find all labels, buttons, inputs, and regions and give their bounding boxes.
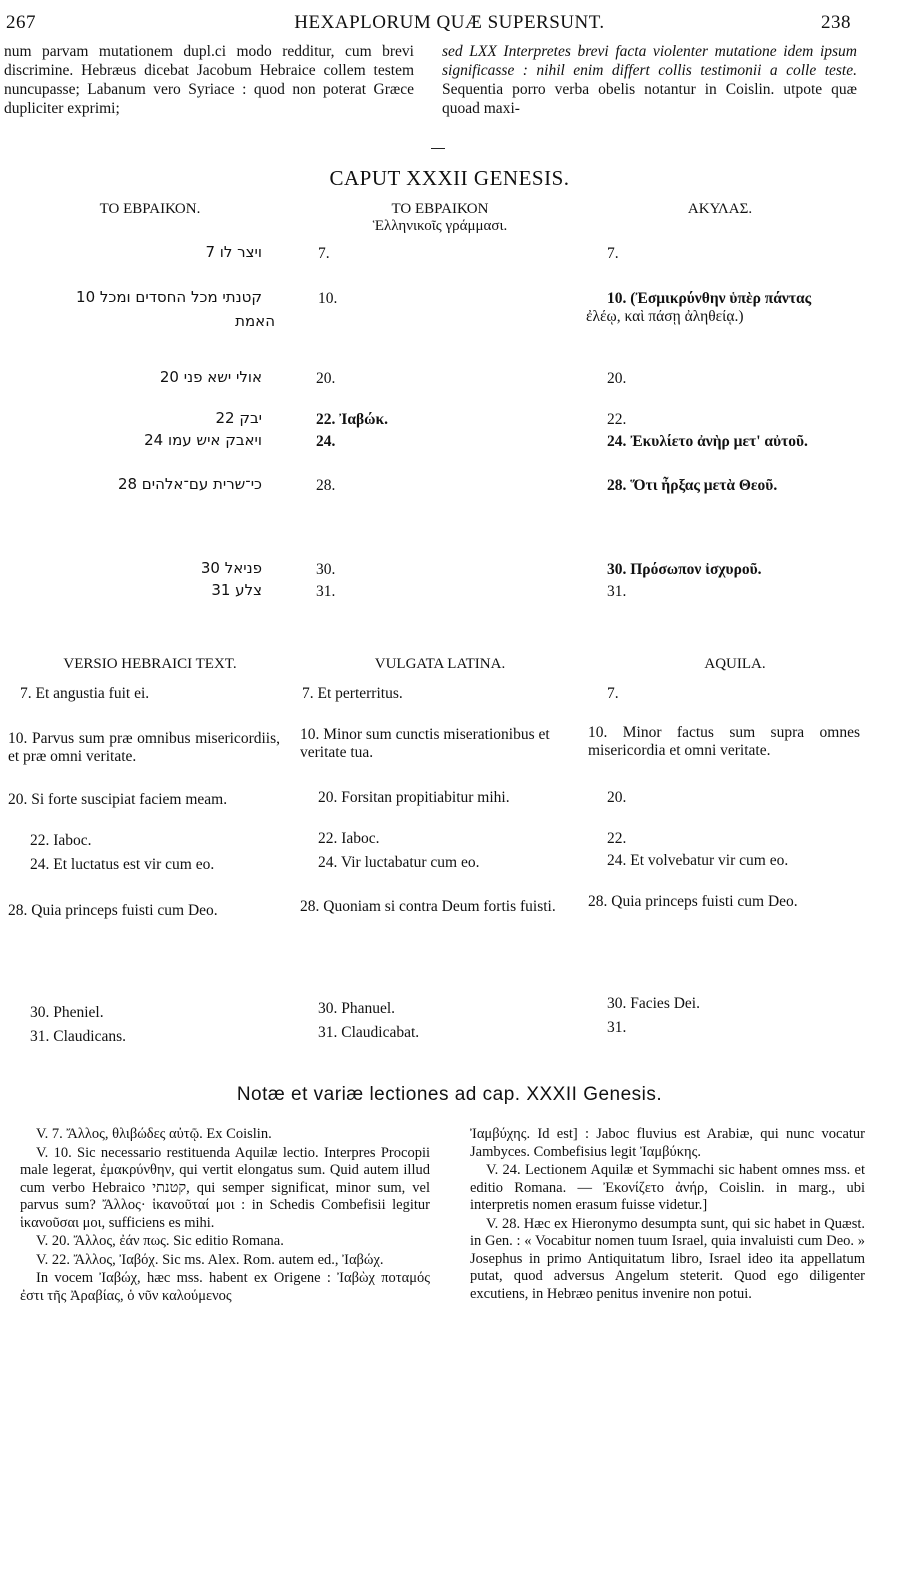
col-head-versio: VERSIO HEBRAICI TEXT. — [63, 656, 237, 672]
aquila-cell-cont: ἐλέῳ, καὶ πάσῃ ἀληθείᾳ.) — [586, 308, 744, 325]
aquila-cell: 31. — [607, 583, 627, 600]
versio-cell: 7. Et angustia fuit ei. — [20, 685, 150, 702]
note-paragraph: V. 22. Ἄλλος, Ἰαβόχ. Sic ms. Alex. Rom. autem ed., Ἰαβώχ. — [36, 1251, 384, 1268]
hebrew-cell: קטנתי מכל החסדים ומכל 10 — [76, 288, 262, 306]
aquila-cell: 22. — [607, 411, 627, 428]
hebrew-cell: ויצר לו 7 — [205, 243, 262, 261]
hebrew-cell-cont: האמת — [235, 312, 275, 330]
intro-right-column — [442, 42, 857, 118]
versio-cell: 22. Iaboc. — [30, 832, 92, 849]
translit-cell: 30. — [316, 561, 336, 578]
vulgata-cell: 30. Phanuel. — [318, 1000, 396, 1017]
note-paragraph: V. 20. Ἄλλος, ἐάν πως. Sic editio Romana. — [36, 1233, 284, 1249]
note-paragraph: V. 10. Sic necessario restituenda Aquilæ lectio. Interpres Procopii male legerat, ἐμακρύνθην, qui vertit elongatus sum. Quid autem illud cum verbo Hebraico קטנתי, qui semper significat, minor sum, vel parvus sum? Ἄλλος· ἱκανοῦταί μοι : in Schedis Combefisii legitur ἱκανοῦσαι μοι, sufficiens es mihi. — [20, 1144, 430, 1231]
running-title: HEXAPLORUM QUÆ SUPERSUNT. — [294, 12, 605, 33]
vulgata-cell: 22. Iaboc. — [318, 830, 380, 847]
versio-cell: 28. Quia princeps fuisti cum Deo. — [8, 902, 218, 919]
vulgata-cell: 10. Minor sum cunctis miserationibus et veritate tua. — [300, 726, 550, 761]
translit-cell: 22. Ἰαβώκ. — [316, 411, 388, 428]
notes-title: Notæ et variæ lectiones ad cap. XXXII Genesis. — [236, 1084, 663, 1105]
col-head-hebraicon-greek: ΤΟ ΕΒΡΑΙΚΟΝ — [391, 201, 489, 217]
aquila-latin-cell: 7. — [607, 685, 619, 702]
aquila-latin-cell: 24. Et volvebatur vir cum eo. — [607, 852, 789, 869]
hebrew-cell: פניאל 30 — [200, 559, 262, 577]
aquila-cell: 28. Ὅτι ἦρξας μετὰ Θεοῦ. — [607, 477, 778, 494]
right-page-number: 238 — [821, 12, 851, 33]
note-paragraph: V. 28. Hæc ex Hieronymo desumpta sunt, qui sic habet in Quæst. in Gen. : « Vocabitur nomen tuum Israel, quia invaluisti cum Deo. » Josephus in primo Antiquitatum libro, Israel ideo ita appellatum putat, quod adversus Angelum steterit. Quod ego diligenter excutiens, in Hebræo penitus invenire non potui. — [470, 1215, 865, 1302]
col-head-vulgata: VULGATA LATINA. — [374, 656, 506, 672]
aquila-cell: 24. Ἐκυλίετο ἀνὴρ μετ' αὐτοῦ. — [607, 433, 808, 450]
note-paragraph: V. 24. Lectionem Aquilæ et Symmachi sic habent omnes mss. et editio Romana. — Ἐκονίζετο ἀνήρ, Coislin. in marg., ubi interpretis nomen erasum fuisse videtur.] — [470, 1162, 865, 1213]
translit-cell: 28. — [316, 477, 336, 494]
aquila-latin-cell: 30. Facies Dei. — [607, 995, 700, 1012]
translit-cell: 24. — [316, 433, 336, 450]
chapter-title: CAPUT XXXII GENESIS. — [329, 166, 570, 190]
versio-cell: 24. Et luctatus est vir cum eo. — [30, 856, 215, 873]
hebrew-cell: כי־שרית עם־אלהים 28 — [117, 475, 262, 493]
col-head-hebraicon: ΤΟ ΕΒΡΑΙΚΟΝ. — [99, 201, 201, 217]
hebrew-cell: יבק 22 — [215, 409, 262, 427]
intro-right-italic: sed LXX Interpretes brevi facta violenter mutatione idem ipsum significasse : nihil enim differt collis testimonii a colle teste. — [442, 43, 857, 79]
hebrew-cell: ויאבק איש עמו 24 — [144, 431, 262, 449]
aquila-cell: 30. Πρόσωπον ἰσχυροῦ. — [607, 561, 762, 578]
aquila-latin-cell: 22. — [607, 830, 627, 847]
translit-cell: 31. — [316, 583, 336, 600]
aquila-cell: 20. — [607, 370, 627, 387]
intro-right-plain: Sequentia porro verba obelis notantur in Coislin. utpote quæ quoad maxi- — [442, 81, 857, 117]
translit-cell: 10. — [318, 290, 338, 307]
aquila-cell: 7. — [607, 245, 619, 262]
note-paragraph: Ἰαμβύχης. Id est] : Jaboc fluvius est Arabiæ, qui nunc vocatur Jambyces. Combefisius legit Ἰαμβύκης. — [470, 1126, 865, 1160]
intro-left-column: num parvam mutationem dupl.ci modo redditur, cum brevi discrimine. Hebræus dicebat Jacobum Hebraice collem testem nuncupasse; Labanum vero Syriace : quod non poterat Græce dupliciter exprimi; — [4, 43, 414, 117]
vulgata-cell: 7. Et perterritus. — [302, 685, 403, 702]
col-head-akylas: ΑΚΥΛΑΣ. — [687, 201, 753, 217]
versio-cell: 30. Pheniel. — [30, 1004, 104, 1021]
vulgata-cell: 24. Vir luctabatur cum eo. — [318, 854, 480, 871]
hebrew-cell: אולי ישא פני 20 — [159, 368, 262, 386]
aquila-latin-cell: 20. — [607, 789, 627, 806]
note-paragraph: V. 7. Ἄλλος, θλιβώδες αὐτῷ. Ex Coislin. — [36, 1126, 272, 1142]
note-paragraph: In vocem Ἰαβώχ, hæc mss. habent ex Origene : Ἰαβὼχ ποταμός ἐστι τῆς Ἀραβίας, ὁ νῦν καλούμενος — [20, 1270, 430, 1304]
aquila-cell: 10. (Ἐσμικρύνθην ὑπὲρ πάντας — [607, 290, 812, 307]
versio-cell: 31. Claudicans. — [30, 1028, 126, 1045]
vulgata-cell: 28. Quoniam si contra Deum fortis fuisti. — [300, 898, 556, 915]
translit-cell: 20. — [316, 370, 336, 387]
col-subhead-greek-letters: Ἑλληνικοῖς γράμμασι. — [372, 218, 508, 234]
translit-cell: 7. — [318, 245, 330, 262]
notes-left-column — [20, 1126, 430, 1306]
aquila-latin-cell: 28. Quia princeps fuisti cum Deo. — [588, 893, 798, 910]
versio-cell: 20. Si forte suscipiat faciem meam. — [8, 791, 228, 808]
divider-rule — [431, 148, 445, 149]
col-head-aquila: AQUILA. — [704, 656, 766, 672]
notes-right-column — [470, 1126, 865, 1304]
vulgata-cell: 20. Forsitan propitiabitur mihi. — [318, 789, 510, 806]
aquila-latin-cell: 31. — [607, 1019, 627, 1036]
hebrew-cell: צלע 31 — [211, 581, 262, 599]
aquila-latin-cell: 10. Minor factus sum supra omnes misericordia et omni veritate. — [588, 724, 860, 759]
versio-cell: 10. Parvus sum præ omnibus misericordiis, et præ omni veritate. — [8, 730, 280, 765]
vulgata-cell: 31. Claudicabat. — [318, 1024, 420, 1041]
left-page-number: 267 — [6, 12, 36, 33]
